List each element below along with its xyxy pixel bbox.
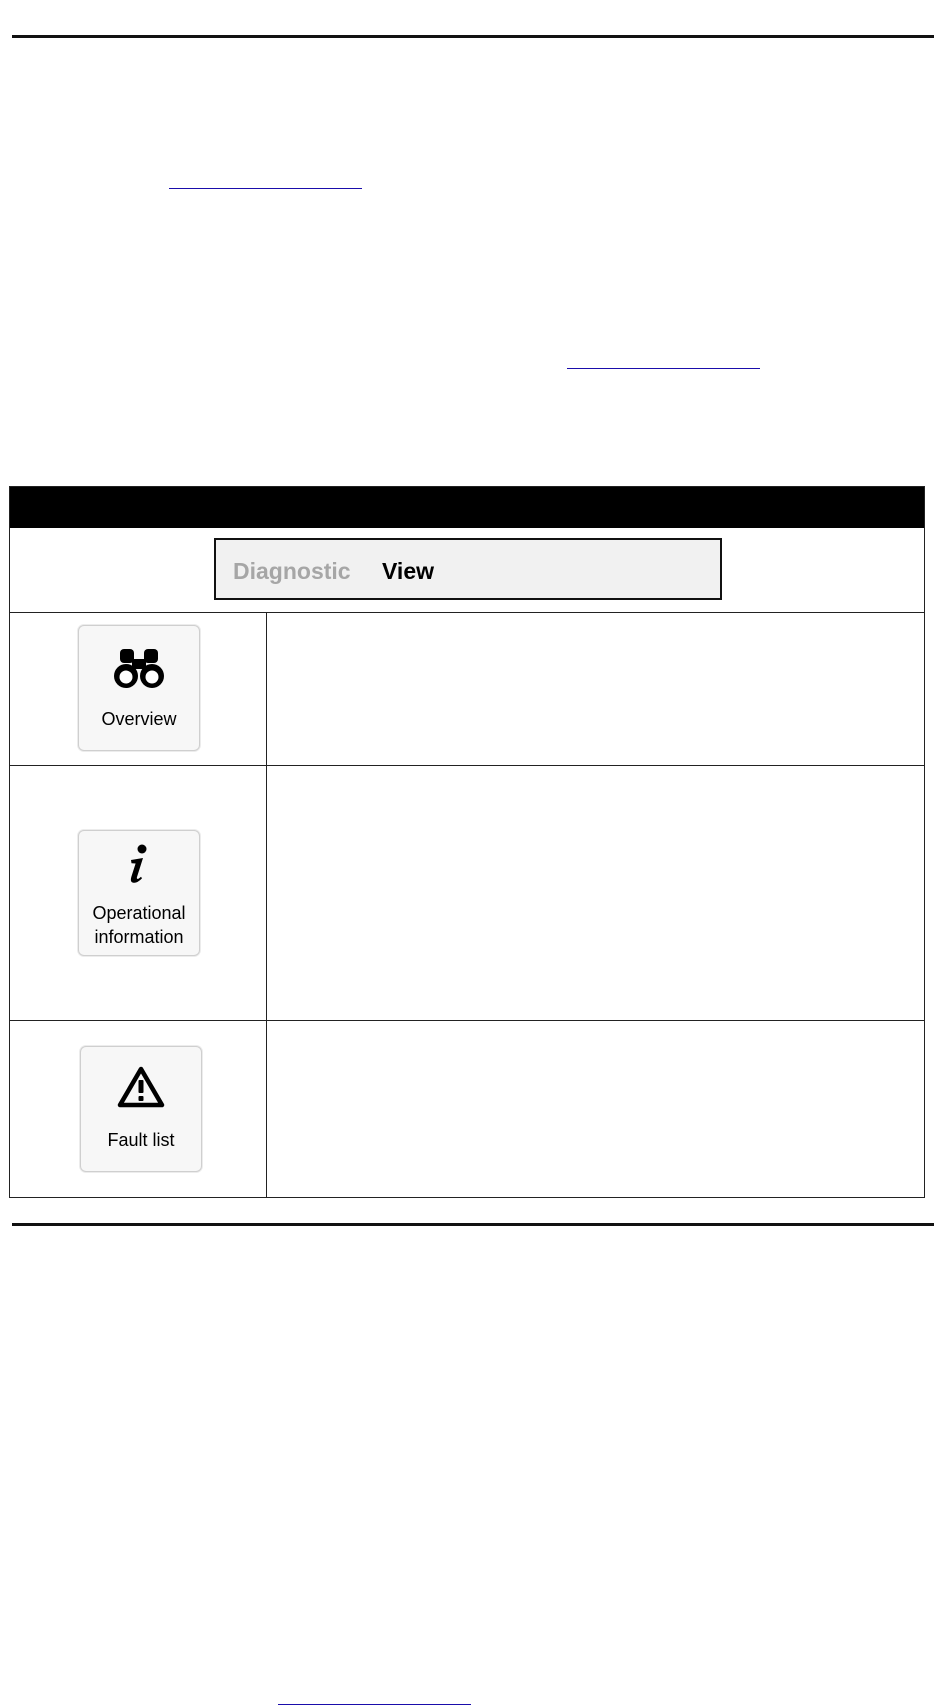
info-icon <box>79 843 199 885</box>
tab-bar <box>214 538 722 600</box>
fault-list-button[interactable] <box>80 1046 202 1172</box>
operational-information-button[interactable] <box>78 830 200 956</box>
table-row-fault-list <box>10 1020 924 1197</box>
table-row-overview <box>10 612 924 765</box>
warning-icon <box>81 1065 201 1109</box>
fault-list-label: Fault list <box>107 1130 175 1150</box>
table-header <box>10 487 924 528</box>
header-rule <box>12 35 934 38</box>
footer-rule <box>12 1223 934 1226</box>
hyperlink-1[interactable] <box>169 188 362 189</box>
tab-view[interactable]: View <box>382 558 434 584</box>
view-tab-table <box>9 486 925 1198</box>
overview-label: Overview <box>101 709 177 729</box>
table-row-operational-information <box>10 765 924 1020</box>
operational-information-label: Operational information <box>92 903 186 947</box>
hyperlink-2[interactable] <box>567 368 760 369</box>
binoculars-icon <box>79 646 199 690</box>
overview-button[interactable] <box>78 625 200 751</box>
tab-row <box>10 528 924 612</box>
tab-diagnostic[interactable]: Diagnostic <box>233 558 351 584</box>
